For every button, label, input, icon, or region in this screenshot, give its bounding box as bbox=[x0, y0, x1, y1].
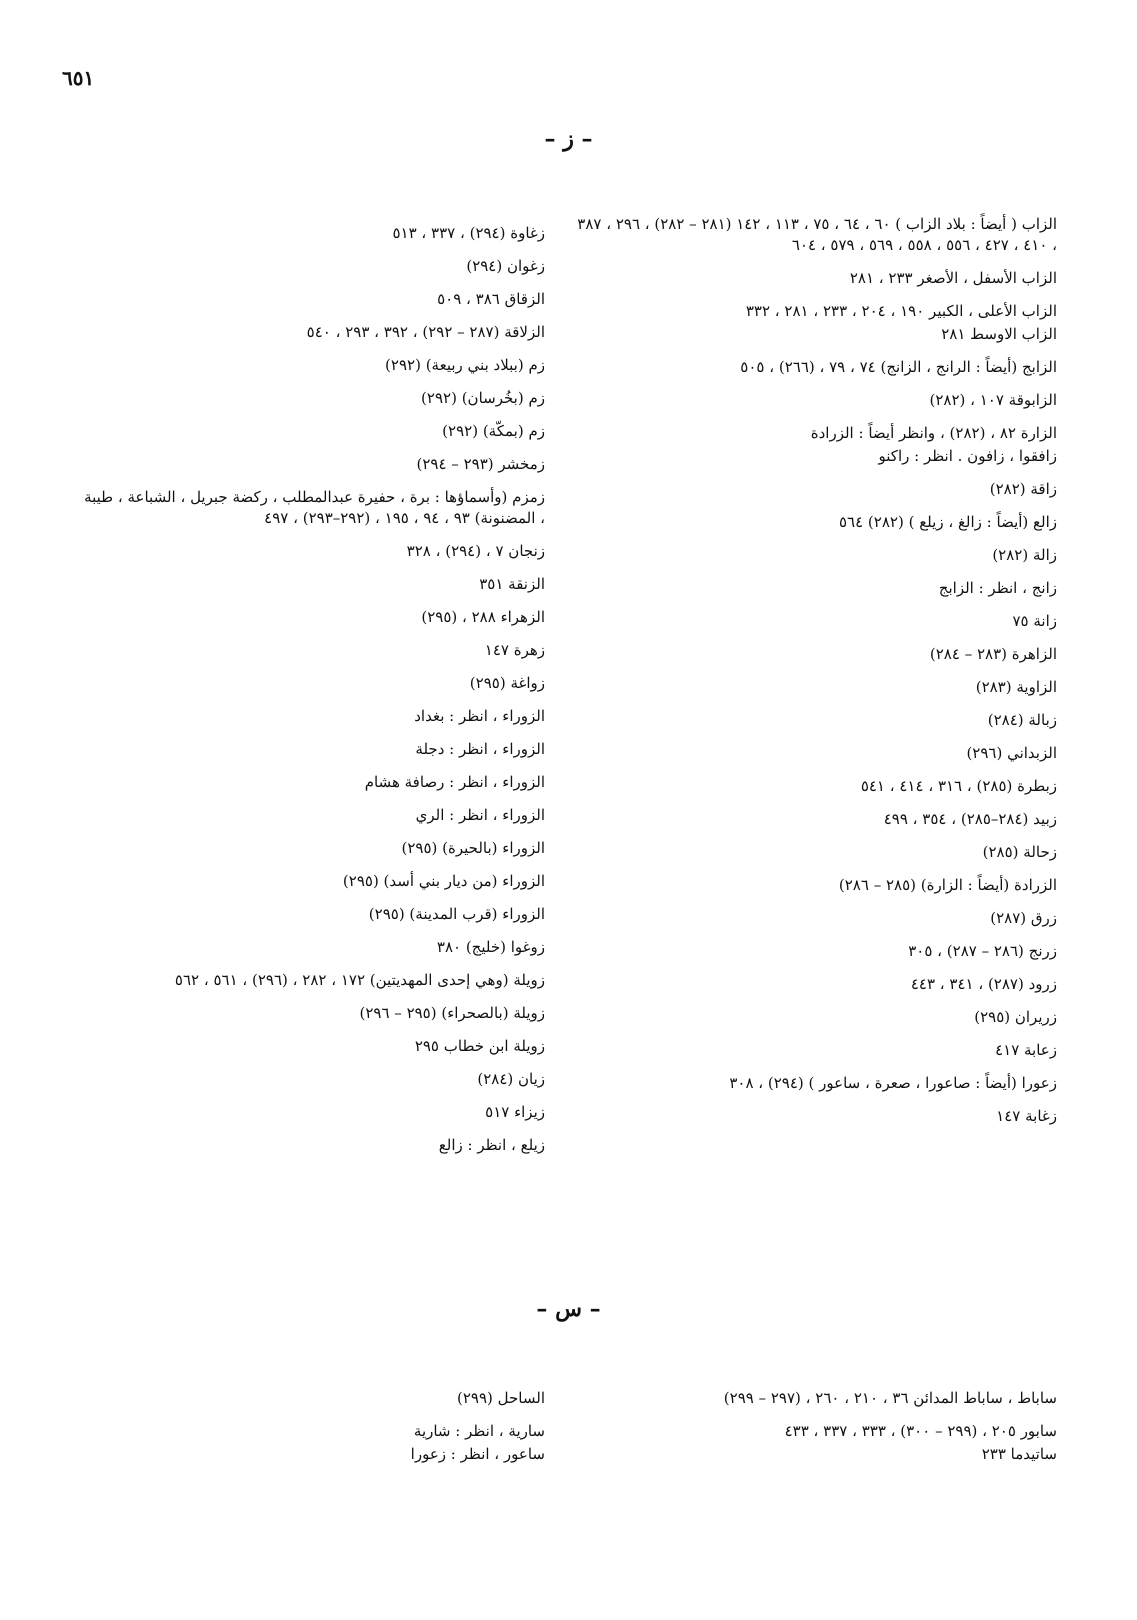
index-entry: زم (بخُرسان) (٢٩٢) bbox=[421, 389, 545, 407]
index-entry: الزارة ٨٢ ، (٢٨٢) ، وانظر أيضاً : الزرادة bbox=[810, 424, 1057, 442]
index-entry: زبالة (٢٨٤) bbox=[987, 711, 1057, 729]
index-entry: زعابة ٤١٧ bbox=[995, 1041, 1057, 1059]
index-entry: الزوراء ، انظر : بغداد bbox=[414, 707, 545, 725]
index-entry: الزاب ( أيضاً : بلاد الزاب ) ٦٠ ، ٦٤ ، ٧٥ ، ١١٣ ، ١٤٢ (٢٨١ – ٢٨٢) ، ٢٩٦ ، ٣٨٧ ، ٤١٠ ، ٤٢٧ ، ٥٥٦ ، ٥٥٨ ، ٥٦٩ ، ٥٧٩ ، ٦٠٤ bbox=[577, 215, 1057, 254]
index-entry: زانة ٧٥ bbox=[1012, 612, 1057, 630]
index-entry: زم (بمكّة) (٢٩٢) bbox=[442, 422, 545, 440]
index-column-left bbox=[75, 223, 545, 1168]
index-entry: الزوراء ، انظر : رصافة هشام bbox=[364, 773, 545, 791]
index-entry: الزابج (أيضاً : الرانج ، الزانج) ٧٤ ، ٧٩ ، (٢٦٦) ، ٥٠٥ bbox=[740, 358, 1057, 376]
index-entry: الزوراء ، انظر : دجلة bbox=[415, 740, 545, 758]
index-entry: ساتيدما ٢٣٣ bbox=[981, 1445, 1057, 1463]
index-entry: زيلع ، انظر : زالع bbox=[438, 1136, 545, 1154]
index-entry: الزوراء (قرب المدينة) (٢٩٥) bbox=[368, 905, 545, 923]
index-entry: زغوان (٢٩٤) bbox=[466, 257, 545, 275]
index-entry: زيان (٢٨٤) bbox=[477, 1070, 545, 1088]
index-entry: زويلة ابن خطاب ٢٩٥ bbox=[414, 1037, 545, 1055]
index-entry: سارية ، انظر : شارية bbox=[413, 1422, 545, 1440]
index-entry: زعورا (أيضاً : صاعورا ، صعرة ، ساعور ) (٢٩٤) ، ٣٠٨ bbox=[729, 1074, 1057, 1092]
index-entry: زنجان ٧ ، (٢٩٤) ، ٣٢٨ bbox=[406, 542, 545, 560]
index-entry: ساباط ، ساباط المدائن ٣٦ ، ٢١٠ ، ٢٦٠ ، (٢٩٧ – ٢٩٩) bbox=[723, 1389, 1057, 1407]
index-entry: زرود (٢٨٧) ، ٣٤١ ، ٤٤٣ bbox=[910, 975, 1057, 993]
index-entry: زوغوا (خليج) ٣٨٠ bbox=[436, 938, 545, 956]
index-entry: زهرة ١٤٧ bbox=[484, 641, 545, 659]
index-entry: الزهراء ٢٨٨ ، (٢٩٥) bbox=[421, 608, 545, 626]
index-entry: زغابة ١٤٧ bbox=[996, 1107, 1057, 1125]
index-entry: الزوراء (من ديار بني أسد) (٢٩٥) bbox=[342, 872, 545, 890]
index-entry: زويلة (وهي إحدى المهديتين) ١٧٢ ، ٢٨٢ ، (٢٩٦) ، ٥٦١ ، ٥٦٢ bbox=[174, 971, 545, 989]
index-entry: الزلاقة (٢٨٧ – ٢٩٢) ، ٣٩٢ ، ٢٩٣ ، ٥٤٠ bbox=[306, 323, 545, 341]
index-column-right bbox=[571, 214, 1057, 1139]
section-heading-zay: – ز – bbox=[544, 126, 593, 152]
index-entry: زمخشر (٢٩٣ – ٢٩٤) bbox=[416, 455, 545, 473]
index-entry: زواغة (٢٩٥) bbox=[469, 674, 545, 692]
index-entry: زانج ، انظر : الزابج bbox=[938, 579, 1057, 597]
index-entry: الساحل (٢٩٩) bbox=[457, 1389, 545, 1407]
index-entry: زالة (٢٨٢) bbox=[992, 546, 1057, 564]
index-entry: الزاب الأعلى ، الكبير ١٩٠ ، ٢٠٤ ، ٢٣٣ ، ٢٨١ ، ٣٣٢ bbox=[745, 302, 1057, 320]
index-entry: زاقة (٢٨٢) bbox=[989, 480, 1057, 498]
page-number: ٦٥١ bbox=[62, 66, 95, 90]
index-entry: زرنج (٢٨٦ – ٢٨٧) ، ٣٠٥ bbox=[908, 942, 1057, 960]
index-entry: الزاوية (٢٨٣) bbox=[975, 678, 1057, 696]
index-entry: الزوراء ، انظر : الري bbox=[415, 806, 545, 824]
index-entry: زبطرة (٢٨٥) ، ٣١٦ ، ٤١٤ ، ٥٤١ bbox=[860, 777, 1057, 795]
index-entry: الزوراء (بالحيرة) (٢٩٥) bbox=[401, 839, 545, 857]
index-column-right bbox=[571, 1388, 1057, 1477]
index-entry: الزاب الاوسط ٢٨١ bbox=[941, 325, 1057, 343]
index-entry: زويلة (بالصحراء) (٢٩٥ – ٢٩٦) bbox=[359, 1004, 545, 1022]
index-entry: الزنقة ٣٥١ bbox=[479, 575, 545, 593]
index-entry: زغاوة (٢٩٤) ، ٣٣٧ ، ٥١٣ bbox=[392, 224, 545, 242]
index-entry: الزابوقة ١٠٧ ، (٢٨٢) bbox=[929, 391, 1057, 409]
index-entry: الزاب الأسفل ، الأصغر ٢٣٣ ، ٢٨١ bbox=[849, 269, 1057, 287]
index-entry: ساعور ، انظر : زعورا bbox=[410, 1445, 545, 1463]
index-entry: زمزم (وأسماؤها : برة ، حفيرة عبدالمطلب ، ركضة جبريل ، الشباعة ، طيبة ، المضنونة) ٩٣ ، ٩٤ ، ١٩٥ ، (٢٩٢–٢٩٣) ، ٤٩٧ bbox=[84, 488, 545, 527]
index-entry: زافقوا ، زافون . انظر : راكنو bbox=[878, 447, 1057, 465]
index-entry: الزاهرة (٢٨٣ – ٢٨٤) bbox=[929, 645, 1057, 663]
index-entry: زالع (أيضاً : زالغ ، زيلع ) (٢٨٢) ٥٦٤ bbox=[838, 513, 1057, 531]
index-entry: سابور ٢٠٥ ، (٢٩٩ – ٣٠٠) ، ٣٣٣ ، ٣٣٧ ، ٤٣٣ bbox=[784, 1422, 1057, 1440]
index-entry: زحالة (٢٨٥) bbox=[982, 843, 1057, 861]
index-entry: زم (ببلاد بني ربيعة) (٢٩٢) bbox=[385, 356, 545, 374]
index-entry: الزقاق ٣٨٦ ، ٥٠٩ bbox=[437, 290, 545, 308]
section-heading-sin: – س – bbox=[536, 1296, 601, 1322]
index-entry: الزرادة (أيضاً : الزارة) (٢٨٥ – ٢٨٦) bbox=[838, 876, 1057, 894]
index-column-left bbox=[75, 1388, 545, 1477]
index-entry: زرق (٢٨٧) bbox=[990, 909, 1057, 927]
index-entry: زيزاء ٥١٧ bbox=[485, 1103, 545, 1121]
index-entry: الزبداني (٢٩٦) bbox=[966, 744, 1057, 762]
index-entry: زبيد (٢٨٤–٢٨٥) ، ٣٥٤ ، ٤٩٩ bbox=[883, 810, 1057, 828]
index-entry: زريران (٢٩٥) bbox=[974, 1008, 1057, 1026]
